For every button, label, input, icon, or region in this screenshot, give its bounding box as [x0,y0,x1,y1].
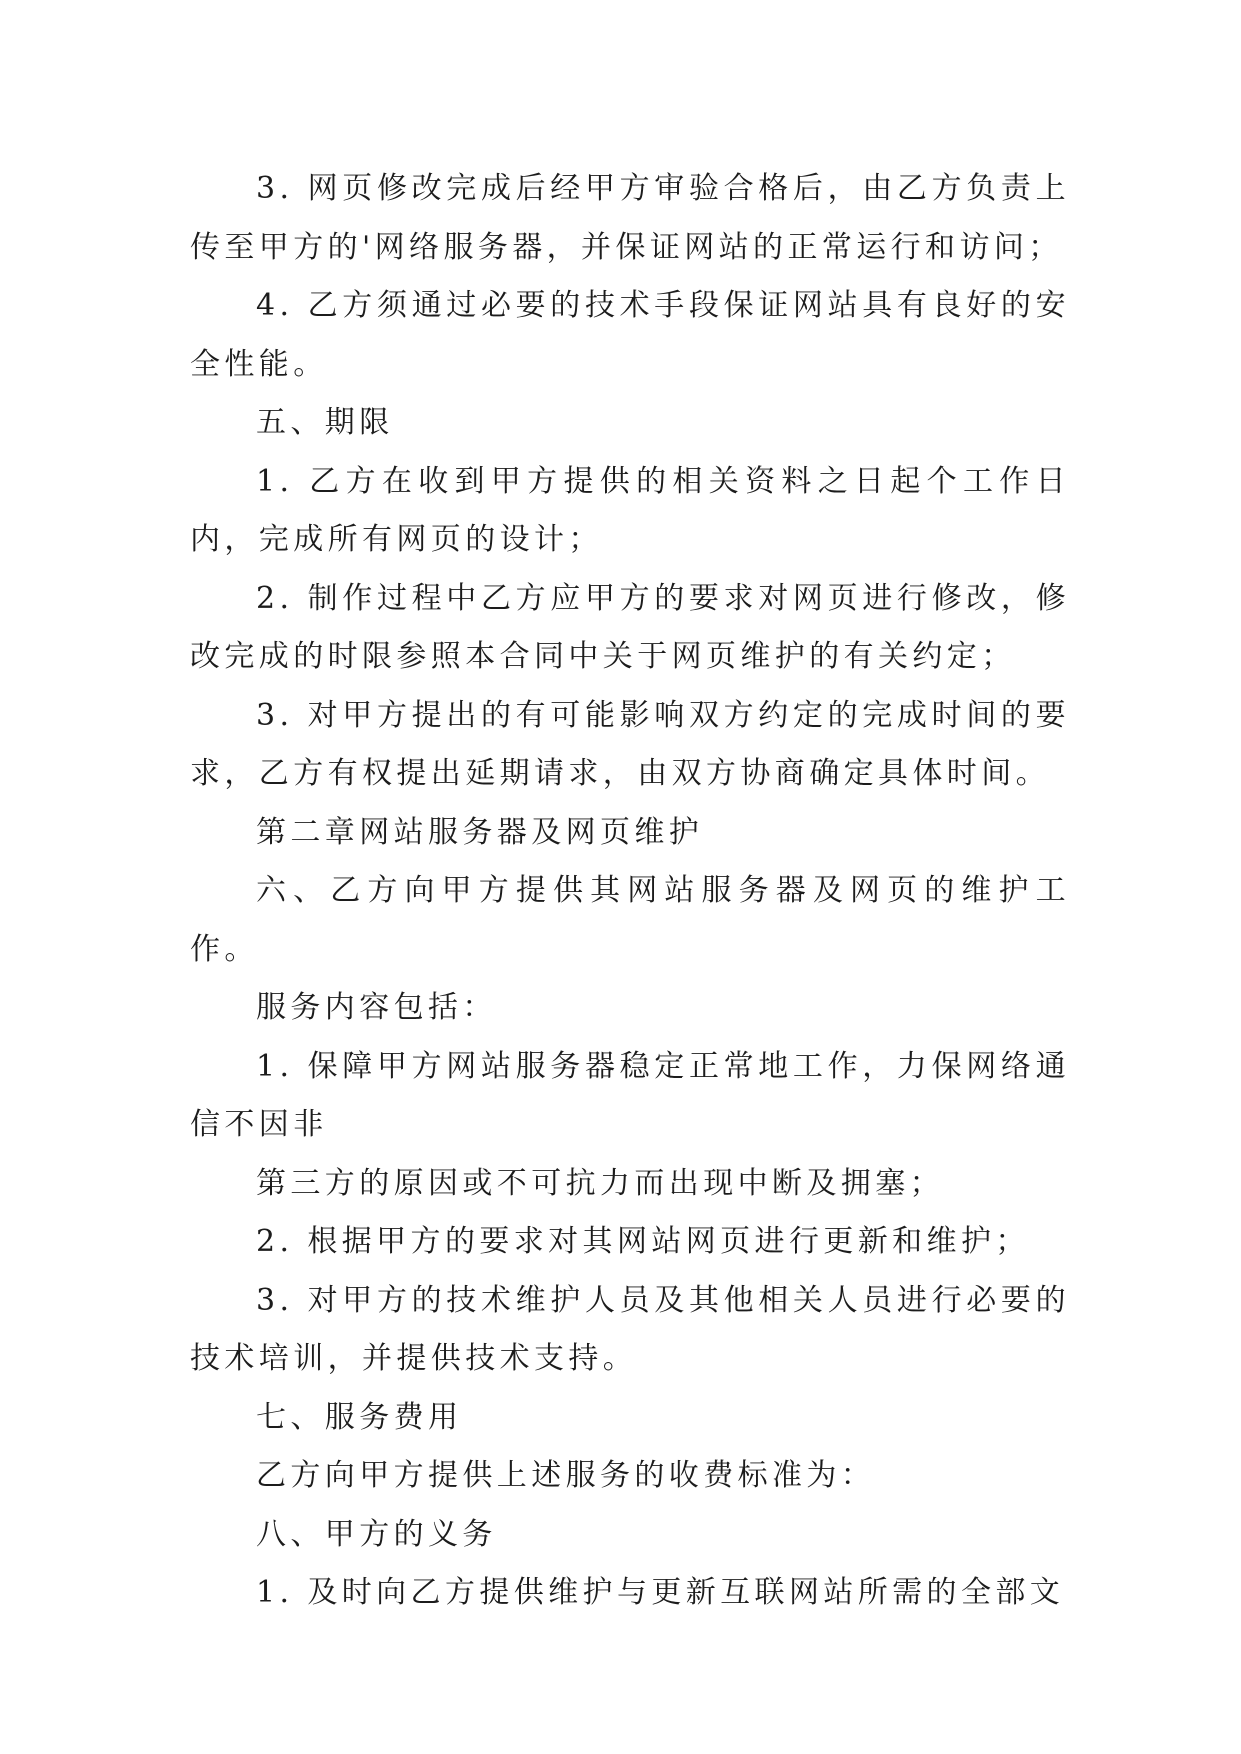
paragraph-revision: 2. 制作过程中乙方应甲方的要求对网页进行修改，修改完成的时限参照本合同中关于网页维护的有关约定； [190,580,1070,674]
section-heading-fees: 七、服务费用 [256,1399,463,1435]
section-heading-maintenance-work: 六、乙方向甲方提供其网站服务器及网页的维护工作。 [190,873,1070,967]
paragraph-provide-materials: 1. 及时向乙方提供维护与更新互联网站所需的全部文 [256,1575,1065,1610]
section-heading-obligations: 八、甲方的义务 [256,1516,497,1552]
chapter-heading-maintenance: 第二章网站服务器及网页维护 [256,814,704,850]
paragraph-extension: 3. 对甲方提出的有可能影响双方约定的完成时间的要求，乙方有权提出延期请求，由双方协商确定具体时间。 [190,697,1070,791]
paragraph-update: 2. 根据甲方的要求对其网站网页进行更新和维护； [256,1224,1030,1259]
paragraph-upload-server: 3. 网页修改完成后经甲方审验合格后，由乙方负责上传至甲方的'网络服务器，并保证网站的正常运行和访问； [190,171,1070,265]
paragraph-third-party: 第三方的原因或不可抗力而出现中断及拥塞； [256,1165,944,1201]
paragraph-design-deadline: 1. 乙方在收到甲方提供的相关资料之日起个工作日内，完成所有网页的设计； [190,463,1070,557]
paragraph-service-content: 服务内容包括： [256,990,497,1025]
paragraph-training: 3. 对甲方的技术维护人员及其他相关人员进行必要的技术培训，并提供技术支持。 [190,1282,1070,1376]
section-heading-term: 五、期限 [256,405,394,440]
paragraph-server-stability: 1. 保障甲方网站服务器稳定正常地工作，力保网络通信不因非 [190,1048,1070,1142]
paragraph-security: 4. 乙方须通过必要的技术手段保证网站具有良好的安全性能。 [190,288,1070,382]
document-body [190,160,1070,1623]
paragraph-fee-standard: 乙方向甲方提供上述服务的收费标准为： [256,1458,876,1493]
